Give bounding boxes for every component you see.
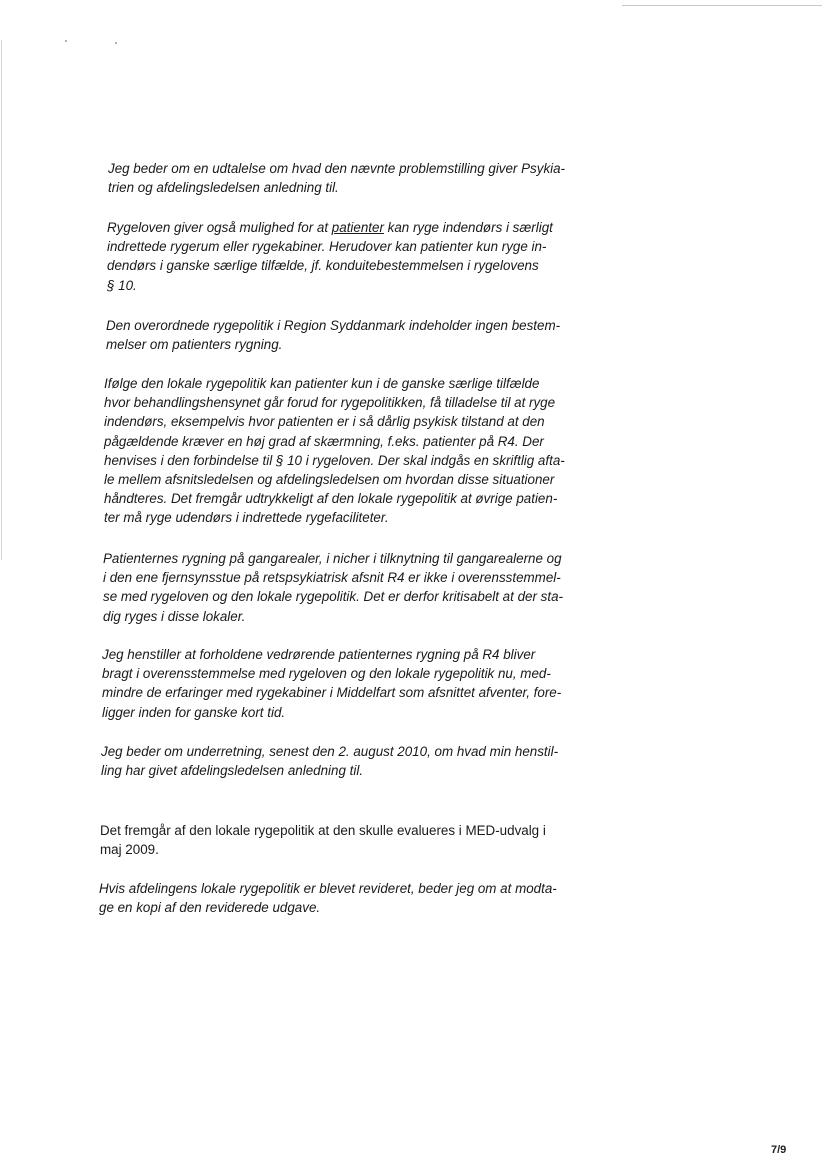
text-line: se med rygeloven og den lokale rygepolitik. Det er derfor kritisabelt at der sta- xyxy=(103,589,563,605)
text-line: dig ryges i disse lokaler. xyxy=(103,608,246,624)
text-line: hvor behandlingshensynet går forud for rygepolitikken, få tilladelse til at ryge xyxy=(104,395,556,411)
text-line: håndteres. Det fremgår udtrykkeligt af den lokale rygepolitik at øvrige patien- xyxy=(104,491,558,507)
text-line: trien og afdelingsledelsen anledning til. xyxy=(108,180,339,196)
paragraph-evaluation xyxy=(100,821,600,859)
paragraph-regional-policy xyxy=(106,316,606,354)
scan-speck xyxy=(65,40,67,42)
text-line: Hvis afdelingens lokale rygepolitik er blevet revideret, beder jeg om at modta- xyxy=(99,881,557,896)
scan-edge-left xyxy=(1,40,2,560)
text-line: Den overordnede rygepolitik i Region Syddanmark indeholder ingen bestem- xyxy=(106,318,561,333)
text-line: Jeg henstiller at forholdene vedrørende patienternes rygning på R4 bliver xyxy=(102,647,536,662)
text-line: Det fremgår af den lokale rygepolitik at den skulle evalueres i MED-udvalg i xyxy=(100,823,546,838)
text-line: dendørs i ganske særlige tilfælde, jf. konduitebestemmelsen i rygelovens xyxy=(107,258,539,274)
text-line: mindre de erfaringer med rygekabiner i Middelfart som afsnittet afventer, fore- xyxy=(102,685,562,701)
text-line: ligger inden for ganske kort tid. xyxy=(102,704,286,720)
text-line: § 10. xyxy=(107,277,137,293)
paragraph-deadline xyxy=(101,742,601,780)
text-line: indrettede rygerum eller rygekabiner. Herudover kan patienter kun ryge in- xyxy=(107,239,547,255)
paragraph-criticism xyxy=(103,549,603,626)
paragraph-copy-request xyxy=(99,879,599,917)
text-line: ge en kopi af den reviderede udgave. xyxy=(99,900,321,916)
text-line: i den ene fjernsynsstue på retspsykiatrisk afsnit R4 er ikke i overensstemmel- xyxy=(103,570,561,586)
text-line: Jeg beder om underretning, senest den 2. august 2010, om hvad min henstil- xyxy=(101,744,559,759)
text-line: le mellem afsnitsledelsen og afdelingsledelsen om hvordan disse situationer xyxy=(104,472,555,488)
underlined-word: patienter xyxy=(331,220,384,235)
text-line: melser om patienters rygning. xyxy=(106,337,283,353)
text-line: Patienternes rygning på gangarealer, i nicher i tilknytning til gangarealerne og xyxy=(103,551,562,566)
text-line: indendørs, eksempelvis hvor patienten er i så dårlig psykisk tilstand at den xyxy=(104,414,545,430)
scan-edge-top xyxy=(622,5,822,6)
paragraph-request-statement xyxy=(108,159,608,197)
page-number: 7/9 xyxy=(771,1144,787,1156)
text-line: Ifølge den lokale rygepolitik kan patienter kun i de ganske særlige tilfælde xyxy=(104,376,540,391)
text-line: pågældende kræver en høj grad af skærmning, f.eks. patienter på R4. Der xyxy=(104,433,544,449)
text-line: maj 2009. xyxy=(100,842,159,858)
text-line-with-underline: Rygeloven giver også mulighed for at patienter kan ryge indendørs i særligt xyxy=(107,220,553,235)
scan-speck xyxy=(115,42,117,44)
text-line: ling har givet afdelingsledelsen anledning til. xyxy=(101,763,364,779)
text-line: bragt i overensstemmelse med rygeloven og den lokale rygepolitik nu, med- xyxy=(102,666,551,682)
paragraph-smoking-law xyxy=(107,218,607,295)
text-line: henvises i den forbindelse til § 10 i rygeloven. Der skal indgås en skriftlig afta- xyxy=(104,452,565,468)
text-line: ter må ryge udendørs i indrettede rygefaciliteter. xyxy=(104,510,389,526)
paragraph-recommendation xyxy=(102,645,602,722)
text-line: Jeg beder om en udtalelse om hvad den nævnte problemstilling giver Psykia- xyxy=(108,161,566,176)
paragraph-local-policy xyxy=(104,374,604,528)
